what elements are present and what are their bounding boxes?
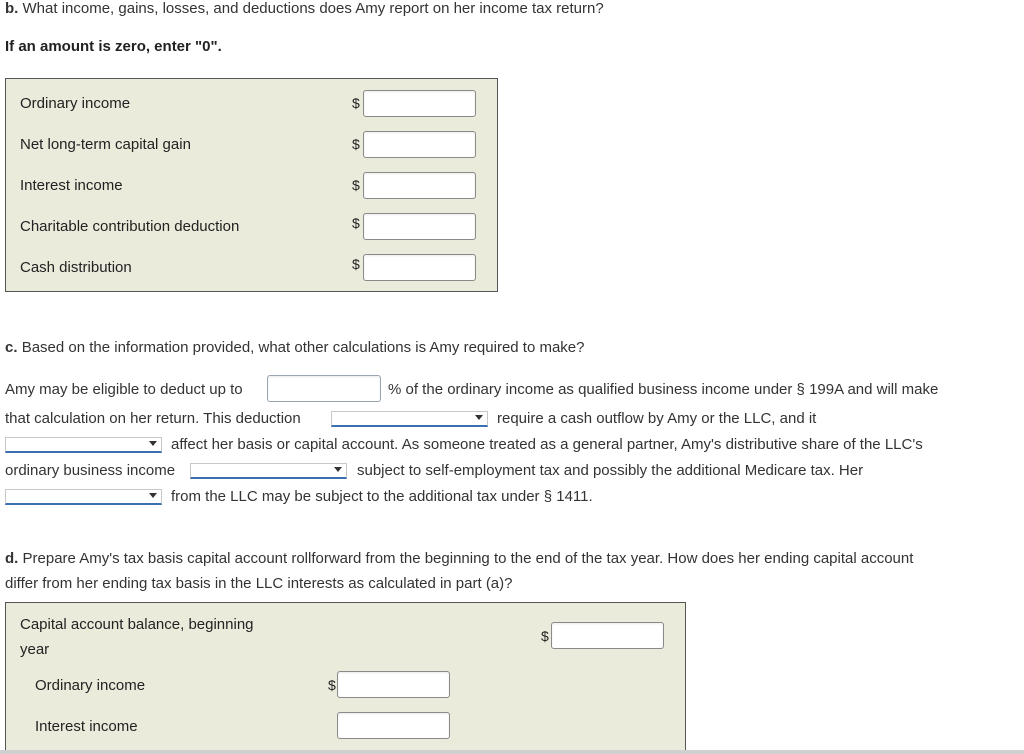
ordinary-income-input[interactable]	[363, 90, 476, 117]
self-employment-tax-select[interactable]	[190, 463, 347, 479]
row-label-ordinary-income-d: Ordinary income	[35, 677, 146, 694]
chevron-down-icon	[149, 441, 157, 446]
net-ltcg-input[interactable]	[363, 131, 476, 158]
interest-income-input[interactable]	[363, 172, 476, 199]
row-label-ordinary-income: Ordinary income	[20, 95, 131, 112]
part-c-text-5: affect her basis or capital account. As someone treated as a general partner, Amy's distributive share of the LLC's	[171, 436, 923, 453]
cash-distribution-input[interactable]	[363, 254, 476, 281]
part-c-text-1: Amy may be eligible to deduct up to	[5, 381, 243, 398]
beginning-balance-label-cont: year	[20, 641, 50, 658]
currency-symbol: $	[352, 256, 360, 272]
part-c-text-7: subject to self-employment tax and possibly the additional Medicare tax. Her	[357, 462, 864, 479]
charitable-deduction-input[interactable]	[363, 213, 476, 240]
part-c-text-3: that calculation on her return. This deduction	[5, 410, 301, 427]
part-b-letter: b.	[5, 0, 19, 17]
ordinary-income-d-input[interactable]	[337, 671, 450, 698]
part-d-question-line2: differ from her ending tax basis in the LLC interests as calculated in part (a)?	[5, 575, 513, 592]
row-label-interest-income: Interest income	[20, 177, 123, 194]
chevron-down-icon	[475, 415, 483, 420]
currency-symbol: $	[352, 95, 360, 111]
part-d-table	[5, 602, 686, 754]
part-c-question	[5, 339, 585, 356]
qbi-percent-input[interactable]	[267, 375, 381, 402]
beginning-balance-label: Capital account balance, beginning	[20, 616, 254, 633]
part-d-letter: d.	[5, 550, 19, 567]
currency-symbol: $	[352, 215, 360, 231]
row-label-interest-income-d: Interest income	[35, 718, 138, 735]
currency-symbol: $	[541, 628, 549, 644]
part-c-text-8: from the LLC may be subject to the additional tax under § 1411.	[171, 488, 593, 505]
part-c-letter: c.	[5, 339, 18, 356]
deduction-cash-outflow-select[interactable]	[331, 411, 488, 427]
row-label-charitable: Charitable contribution deduction	[20, 218, 240, 235]
part-d-question-line1: Prepare Amy's tax basis capital account rollforward from the beginning to the end of the tax year. How does her ending capital account	[22, 550, 914, 567]
row-label-cash-distribution: Cash distribution	[20, 259, 132, 276]
basis-effect-select[interactable]	[5, 437, 162, 453]
beginning-balance-input[interactable]	[551, 622, 664, 649]
part-b-question-text: What income, gains, losses, and deductions does Amy report on her income tax return?	[22, 0, 604, 17]
horizontal-scrollbar[interactable]	[0, 750, 1024, 754]
chevron-down-icon	[334, 467, 342, 472]
currency-symbol: $	[352, 136, 360, 152]
chevron-down-icon	[149, 493, 157, 498]
part-c-text-6: ordinary business income	[5, 462, 176, 479]
part-b-question	[5, 0, 604, 17]
interest-income-d-input[interactable]	[337, 712, 450, 739]
income-type-select[interactable]	[5, 489, 162, 505]
part-b-instruction: If an amount is zero, enter "0".	[5, 38, 222, 55]
part-c-text-4: require a cash outflow by Amy or the LLC, and it	[497, 410, 817, 427]
part-d-question	[5, 550, 913, 567]
part-b-table	[5, 78, 498, 292]
currency-symbol: $	[352, 177, 360, 193]
row-label-net-ltcg: Net long-term capital gain	[20, 136, 191, 153]
part-c-text-2: % of the ordinary income as qualified business income under § 199A and will make	[388, 381, 939, 398]
part-c-question-text: Based on the information provided, what other calculations is Amy required to make?	[21, 339, 585, 356]
currency-symbol: $	[328, 677, 336, 693]
